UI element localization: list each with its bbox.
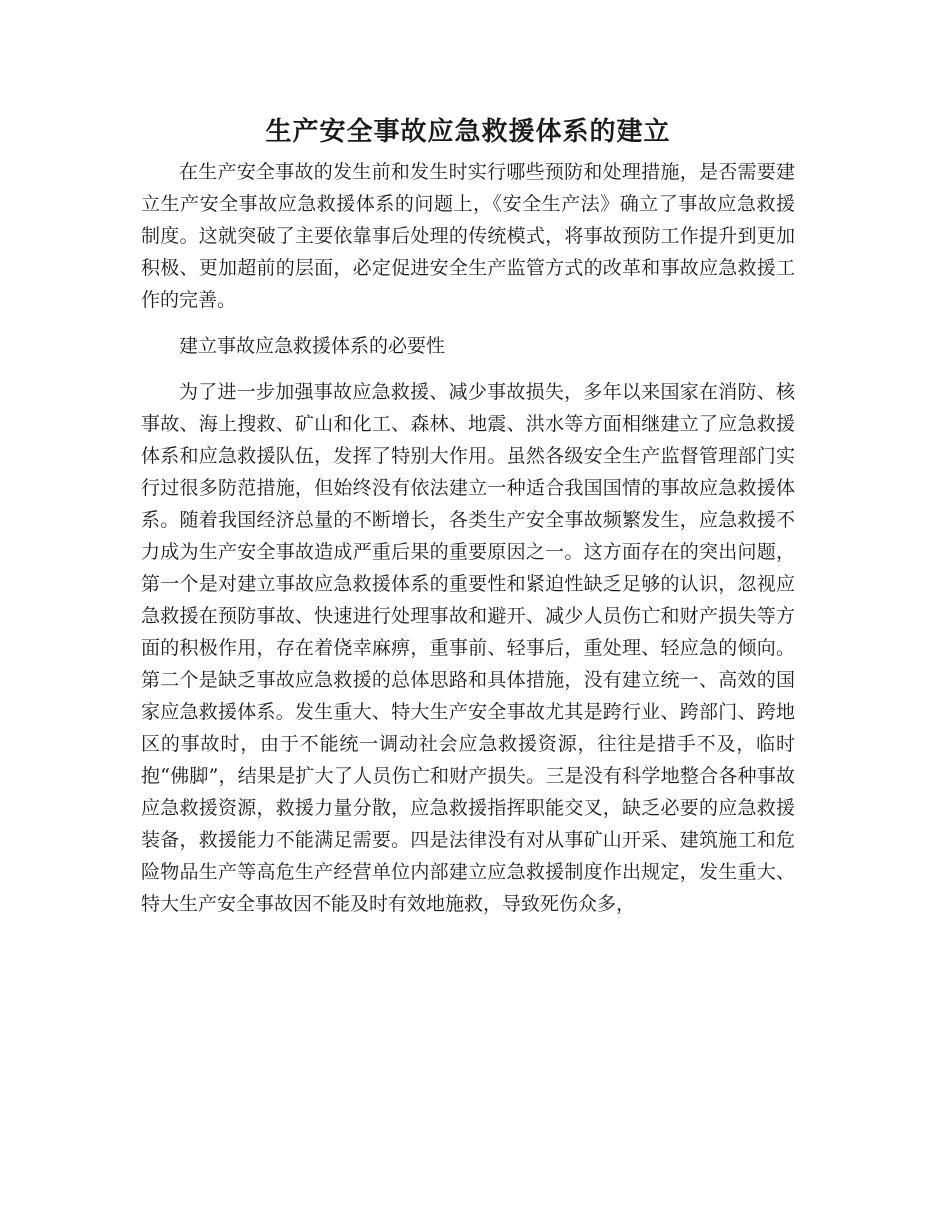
document-title: 生产安全事故应急救援体系的建立 <box>265 117 671 147</box>
document-content <box>141 108 795 920</box>
body-paragraph: 为了进一步加强事故应急救援、减少事故损失，多年以来国家在消防、核事故、海上搜救、矿山和化工、森林、地震、洪水等方面相继建立了应急救援体系和应急救援队伍，发挥了特别大作用。虽然各级安全生产监督管理部门实行过很多防范措施，但始终没有依法建立一种适合我国国情的事故应急救援体系。随着我国经济总量的不断增长，各类生产安全事故频繁发生，应急救援不力成为生产安全事故造成严重后果的重要原因之一。这方面存在的突出问题，第一个是对建立事故应急救援体系的重要性和紧迫性缺乏足够的认识，忽视应急救援在预防事故、快速进行处理事故和避开、减少人员伤亡和财产损失等方面的积极作用，存在着侥幸麻痹，重事前、轻事后，重处理、轻应急的倾向。第二个是缺乏事故应急救援的总体思路和具体措施，没有建立统一、高效的国家应急救援体系。发生重大、特大生产安全事故尤其是跨行业、跨部门、跨地区的事故时，由于不能统一调动社会应急救援资源，往往是措手不及，临时抱“佛脚”，结果是扩大了人员伤亡和财产损失。三是没有科学地整合各种事故应急救援资源，救援力量分散，应急救援指挥职能交叉，缺乏必要的应急救援装备，救援能力不能满足需要。四是法律没有对从事矿山开采、建筑施工和危险物品生产等高危生产经营单位内部建立应急救援制度作出规定，发生重大、特大生产安全事故因不能及时有效地施救，导致死伤众多， <box>141 381 795 915</box>
section-heading: 建立事故应急救援体系的必要性 <box>179 335 446 357</box>
intro-paragraph: 在生产安全事故的发生前和发生时实行哪些预防和处理措施，是否需要建立生产安全事故应急救援体系的问题上，《安全生产法》确立了事故应急救援制度。这就突破了主要依靠事后处理的传统模式，将事故预防工作提升到更加积极、更加超前的层面，必定促进安全生产监管方式的改革和事故应急救援工作的完善。 <box>141 161 795 311</box>
